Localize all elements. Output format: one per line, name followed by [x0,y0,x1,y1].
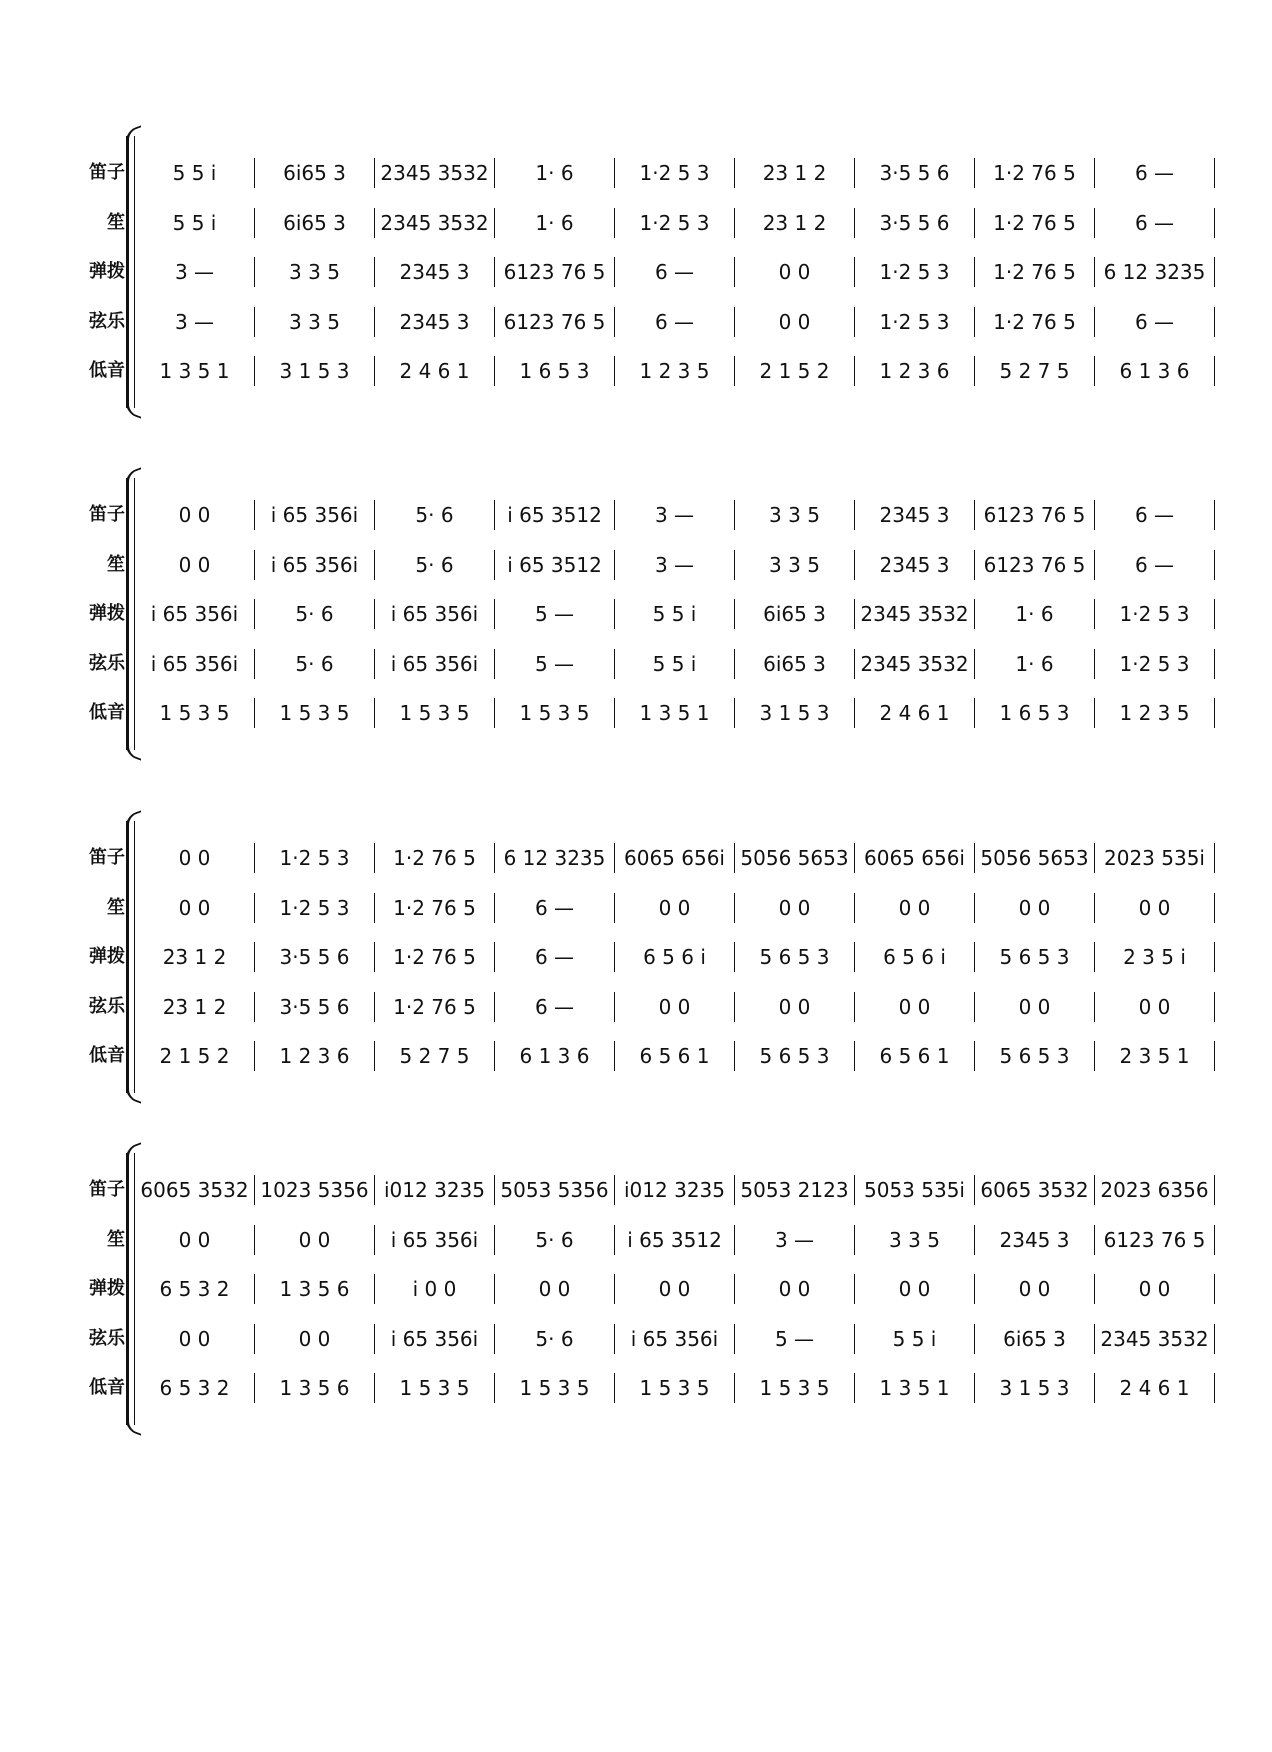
measure: 0 0 [734,257,854,287]
measure: 23 1 2 [162,994,227,1019]
measure: 6 — [494,942,614,972]
measure: 6 — [1094,550,1215,580]
measure: 0 0 [734,1274,854,1304]
instrument-row [85,1175,1215,1205]
measure: 0 0 [178,1326,211,1351]
measure: 5· 6 [254,649,374,679]
measure: 1·2 76 5 [974,208,1094,238]
measure-strip [135,208,1215,238]
measure: i012 3235 [374,1175,494,1205]
measure: 6 — [1094,500,1215,530]
measure: 1 6 5 3 [974,698,1094,728]
measure: 2345 3 [374,257,494,287]
measure: 5· 6 [374,550,494,580]
measure: 6123 76 5 [974,500,1094,530]
measure: i 65 3512 [614,1225,734,1255]
measure-strip [135,500,1215,530]
measure: 5 5 i [854,1324,974,1354]
measure: 6 5 6 i [614,942,734,972]
measure-strip [135,1175,1215,1205]
measure: 0 0 [734,992,854,1022]
measure: 6123 76 5 [1094,1225,1215,1255]
measure: i 65 356i [150,602,239,626]
measure: 2345 3532 [374,158,494,188]
measure: 1·2 76 5 [374,992,494,1022]
measure: 6 — [494,992,614,1022]
instrument-label: 笙 [107,211,125,233]
measure: 6 12 3235 [1094,257,1215,287]
measure: 3·5 5 6 [254,992,374,1022]
measure: 0 0 [494,1274,614,1304]
measure: 5 6 5 3 [974,1041,1094,1071]
instrument-label: 笛子 [89,504,125,525]
measure: 0 0 [254,1225,374,1255]
measure: 1·2 76 5 [974,307,1094,337]
measure: 2 4 6 1 [854,698,974,728]
measure: 5 5 i [172,210,217,235]
measure-strip [135,356,1215,386]
measure: 6065 3532 [140,1178,249,1202]
measure-strip [135,550,1215,580]
measure: 6065 656i [854,843,974,873]
measure: 0 0 [1094,1274,1215,1304]
measure: 5 — [494,599,614,629]
instrument-row [85,550,1215,580]
instrument-label: 弦乐 [89,652,125,674]
instrument-row [85,942,1215,972]
instrument-label: 笙 [107,1228,125,1250]
measure: 1023 5356 [254,1175,374,1205]
measure: 2345 3 [974,1225,1094,1255]
measure-strip [135,158,1215,188]
instrument-label: 低音 [89,1377,125,1398]
measure: 0 0 [854,992,974,1022]
measure: 3 3 5 [254,257,374,287]
measure: 6123 76 5 [974,550,1094,580]
measure: 3 — [734,1225,854,1255]
measure: 3 3 5 [254,307,374,337]
measure: 5053 535i [854,1175,974,1205]
measure: 1·2 76 5 [374,843,494,873]
measure: 6 — [1094,158,1215,188]
instrument-row [85,1373,1215,1403]
measure: 0 0 [614,992,734,1022]
measure: 0 0 [1094,893,1215,923]
measure: 3 1 5 3 [734,698,854,728]
instrument-row [85,992,1215,1022]
instrument-row [85,599,1215,629]
measure: 1 2 3 5 [1094,698,1215,728]
instrument-row [85,698,1215,728]
measure: 2345 3532 [374,208,494,238]
measure: 1 5 3 5 [374,1373,494,1403]
measure: i 65 356i [254,500,374,530]
measure: 6123 76 5 [494,257,614,287]
measure: 5053 2123 [734,1175,854,1205]
measure-strip [135,1324,1215,1354]
measure: 5 5 i [614,599,734,629]
measure: 5 2 7 5 [374,1041,494,1071]
measure: 0 0 [178,1227,211,1252]
measure: 1 2 3 6 [854,356,974,386]
measure-strip [135,1274,1215,1304]
measure: 23 1 2 [734,158,854,188]
measure-strip [135,307,1215,337]
measure: 5 2 7 5 [974,356,1094,386]
measure: i 65 3512 [494,550,614,580]
measure: 5056 5653 [734,843,854,873]
measure: 0 0 [178,552,211,577]
measure: 2345 3 [854,550,974,580]
measure: 1·2 5 3 [854,307,974,337]
measure: 1 5 3 5 [494,698,614,728]
instrument-row [85,356,1215,386]
measure: 3 1 5 3 [254,356,374,386]
measure: 6 5 6 i [854,942,974,972]
measure: 0 0 [734,893,854,923]
measure: 5 5 i [172,161,217,185]
measure: 5 — [734,1324,854,1354]
measure: 3 — [174,260,215,284]
measure-strip [135,599,1215,629]
measure: 6123 76 5 [494,307,614,337]
measure: 2345 3 [854,500,974,530]
measure: 1 5 3 5 [254,698,374,728]
measure: i 0 0 [374,1274,494,1304]
instrument-label: 低音 [89,360,125,381]
measure: 1·2 5 3 [854,257,974,287]
measure: 1 2 3 6 [254,1041,374,1071]
instrument-label: 弦乐 [89,995,125,1017]
measure-strip [135,992,1215,1022]
measure-strip [135,1225,1215,1255]
instrument-row [85,843,1215,873]
measure: 1 5 3 5 [734,1373,854,1403]
instrument-label: 笙 [107,553,125,575]
measure: 6 — [614,257,734,287]
measure: 3·5 5 6 [854,208,974,238]
measure: 3 3 5 [734,500,854,530]
measure: 2345 3532 [854,599,974,629]
measure: 6i65 3 [734,649,854,679]
instrument-row [85,1041,1215,1071]
measure: 1 3 5 6 [254,1274,374,1304]
instrument-label: 笛子 [89,847,125,868]
measure: 5 6 5 3 [974,942,1094,972]
instrument-row [85,893,1215,923]
measure: 1 6 5 3 [494,356,614,386]
measure-strip [135,257,1215,287]
measure: 6 5 6 1 [614,1041,734,1071]
measure: i 65 356i [374,649,494,679]
instrument-label: 弹拨 [89,603,125,624]
measure: 0 0 [178,846,211,870]
measure: 5· 6 [374,500,494,530]
measure: i 65 3512 [494,500,614,530]
measure: 3·5 5 6 [854,158,974,188]
measure-strip [135,1373,1215,1403]
measure: 0 0 [854,1274,974,1304]
instrument-label: 弹拨 [89,946,125,967]
measure-strip [135,942,1215,972]
instrument-row [85,649,1215,679]
measure: 6065 656i [614,843,734,873]
measure: 1 2 3 5 [614,356,734,386]
measure: 5· 6 [254,599,374,629]
measure: 1 5 3 5 [614,1373,734,1403]
measure: 6 — [494,893,614,923]
measure: 6 — [1094,307,1215,337]
measure: 3 1 5 3 [974,1373,1094,1403]
instrument-row [85,208,1215,238]
measure: 2023 6356 [1094,1175,1215,1205]
instrument-label: 弦乐 [89,310,125,332]
measure-strip [135,649,1215,679]
measure: 0 0 [178,503,211,527]
measure: 1·2 76 5 [374,942,494,972]
measure: 6 5 6 1 [854,1041,974,1071]
measure: 1·2 5 3 [254,843,374,873]
measure: 3 — [614,500,734,530]
measure: 1·2 5 3 [1094,599,1215,629]
measure: 2345 3 [374,307,494,337]
measure: 6065 3532 [974,1175,1094,1205]
measure-strip [135,698,1215,728]
measure: 1·2 5 3 [1094,649,1215,679]
instrument-label: 笛子 [89,1179,125,1200]
measure: 1 3 5 1 [614,698,734,728]
measure: 2 1 5 2 [734,356,854,386]
measure: 5· 6 [494,1225,614,1255]
measure: 1 3 5 1 [159,359,230,383]
measure: 2 3 5 i [1094,942,1215,972]
measure: 1 5 3 5 [159,701,230,725]
measure: i 65 356i [374,1225,494,1255]
measure-strip [135,843,1215,873]
measure: 5 6 5 3 [734,942,854,972]
measure: i 65 356i [374,1324,494,1354]
measure: 6i65 3 [974,1324,1094,1354]
measure: 2345 3532 [854,649,974,679]
measure: 2 4 6 1 [374,356,494,386]
measure: 1· 6 [494,158,614,188]
measure: 0 0 [974,893,1094,923]
measure: 3 — [614,550,734,580]
measure: 0 0 [254,1324,374,1354]
measure: 1· 6 [974,599,1094,629]
measure: 6i65 3 [254,158,374,188]
instrument-label: 低音 [89,1045,125,1066]
instrument-row [85,1324,1215,1354]
instrument-label: 弹拨 [89,1278,125,1299]
instrument-row [85,1274,1215,1304]
measure: 0 0 [1094,992,1215,1022]
instrument-row [85,257,1215,287]
measure: i 65 356i [150,651,239,676]
measure: 6 5 3 2 [159,1277,230,1301]
measure: 6 — [1094,208,1215,238]
measure: 3 3 5 [734,550,854,580]
instrument-row [85,500,1215,530]
measure: 0 0 [734,307,854,337]
measure: 0 0 [178,895,211,920]
measure: 2 3 5 1 [1094,1041,1215,1071]
measure: i 65 356i [374,599,494,629]
measure: 2345 3532 [1094,1324,1215,1354]
instrument-row [85,158,1215,188]
instrument-label: 笙 [107,896,125,918]
measure: 0 0 [974,1274,1094,1304]
measure: 6 12 3235 [494,843,614,873]
instrument-row [85,1225,1215,1255]
measure: 1 5 3 5 [494,1373,614,1403]
measure: 23 1 2 [734,208,854,238]
measure: 3·5 5 6 [254,942,374,972]
measure: 6 5 3 2 [159,1376,230,1400]
measure: 1·2 76 5 [974,257,1094,287]
measure: 23 1 2 [162,945,227,969]
measure: 5056 5653 [974,843,1094,873]
measure: 1·2 5 3 [614,208,734,238]
measure: i 65 356i [254,550,374,580]
measure: 0 0 [974,992,1094,1022]
measure: 1·2 5 3 [254,893,374,923]
measure: 5· 6 [494,1324,614,1354]
instrument-row [85,307,1215,337]
measure: 2 4 6 1 [1094,1373,1215,1403]
measure: 0 0 [614,893,734,923]
instrument-label: 弦乐 [89,1327,125,1349]
measure: 5 6 5 3 [734,1041,854,1071]
measure: 2 1 5 2 [159,1044,230,1068]
measure-strip [135,1041,1215,1071]
measure: 6 1 3 6 [1094,356,1215,386]
measure: 6 1 3 6 [494,1041,614,1071]
instrument-label: 低音 [89,702,125,723]
measure: 6i65 3 [254,208,374,238]
measure: 6i65 3 [734,599,854,629]
measure: 1 3 5 6 [254,1373,374,1403]
measure: 1·2 5 3 [614,158,734,188]
measure: 1· 6 [974,649,1094,679]
measure: 1·2 76 5 [374,893,494,923]
measure: 1 5 3 5 [374,698,494,728]
measure: 1·2 76 5 [974,158,1094,188]
measure: 1 3 5 1 [854,1373,974,1403]
measure-strip [135,893,1215,923]
measure: 5053 5356 [494,1175,614,1205]
measure: 0 0 [854,893,974,923]
measure: i 65 356i [614,1324,734,1354]
instrument-label: 笛子 [89,162,125,183]
measure: i012 3235 [614,1175,734,1205]
measure: 5 5 i [614,649,734,679]
measure: 3 3 5 [854,1225,974,1255]
measure: 3 — [174,309,215,334]
measure: 6 — [614,307,734,337]
measure: 5 — [494,649,614,679]
measure: 2023 535i [1094,843,1215,873]
instrument-label: 弹拨 [89,261,125,282]
measure: 1· 6 [494,208,614,238]
measure: 0 0 [614,1274,734,1304]
